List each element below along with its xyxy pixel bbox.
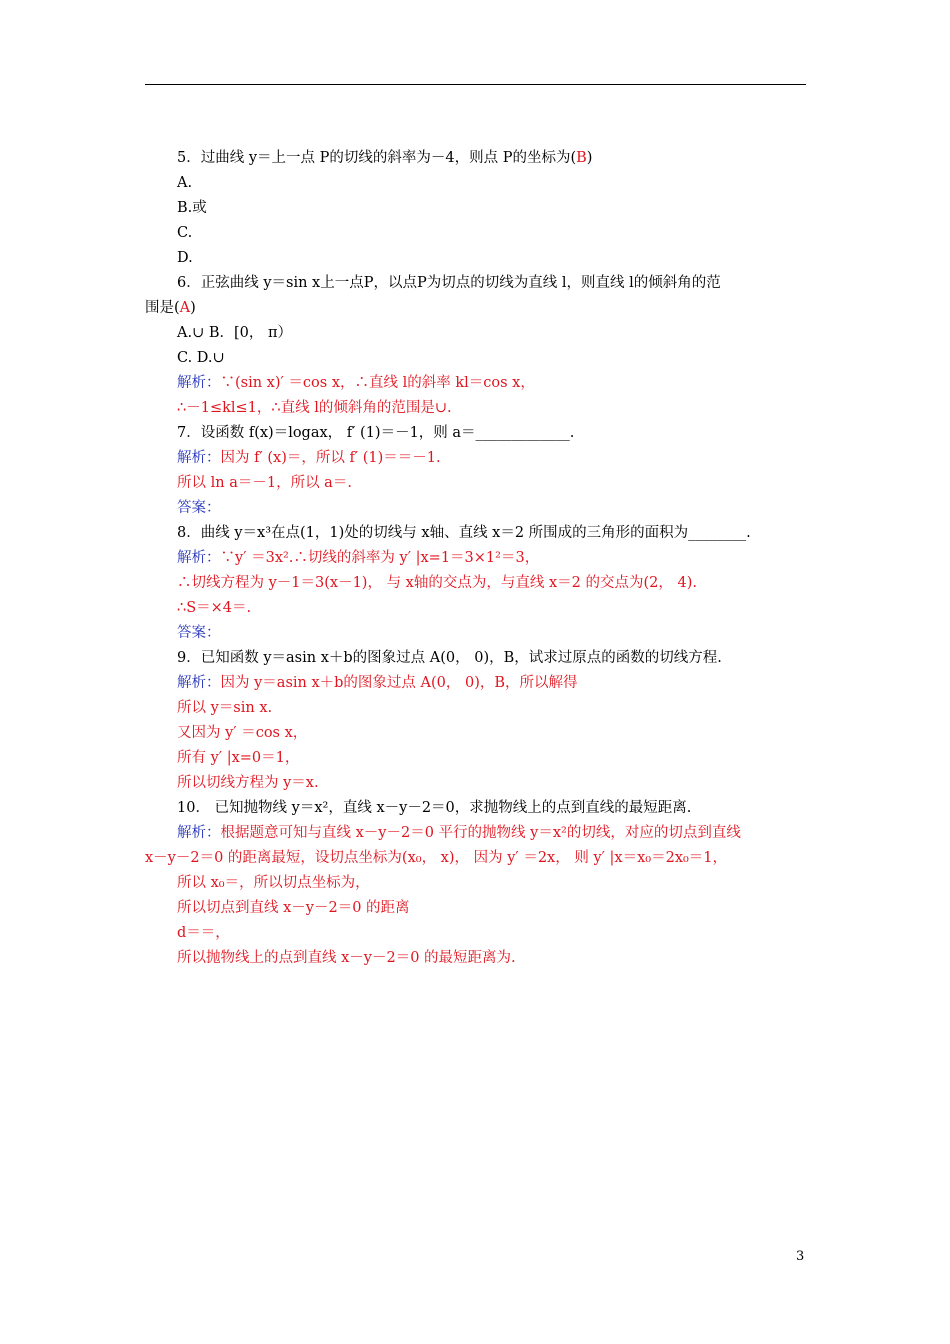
q6-solution-label: 解析： [177, 375, 221, 391]
q9-solution-label: 解析： [177, 675, 221, 691]
q6-options-line1: A.∪ B．[0， π） [177, 325, 293, 341]
q5-answer: B [576, 150, 587, 166]
q10-solution-line2: x－y－2＝0 的距离最短，设切点坐标为(x₀， x)， 因为 y′ ＝2x， 则 y′ |x＝x₀＝2x₀＝1， [145, 850, 728, 866]
q6-stem-line1: 6．正弦曲线 y＝sin x上一点P，以点P为切点的切线为直线 l，则直线 l的倾斜角的范 [177, 275, 721, 291]
q10-stem: 10． 已知抛物线 y＝x²，直线 x－y－2＝0，求抛物线上的点到直线的最短距离. [177, 800, 692, 816]
q9-solution-line5: 所以切线方程为 y＝x. [177, 775, 319, 791]
q8-solution-line2: ∴切线方程为 y－1＝3(x－1)， 与 x轴的交点为，与直线 x＝2 的交点为(2， 4). [177, 575, 697, 591]
q6-stem-line2: 围是(A) [145, 300, 196, 316]
q10-solution-line6: 所以抛物线上的点到直线 x－y－2＝0 的最短距离为. [177, 950, 516, 966]
q7-solution-line2: 所以 ln a＝－1，所以 a＝. [177, 475, 352, 491]
q8-answer-label: 答案： [177, 625, 221, 641]
q5-option-d: D. [177, 250, 193, 266]
q10-solution-label: 解析： [177, 825, 221, 841]
q9-solution-line2: 所以 y＝sin x. [177, 700, 273, 716]
q8-stem: 8．曲线 y＝x³在点(1，1)处的切线与 x轴、直线 x＝2 所围成的三角形的面积为________. [177, 525, 751, 541]
q9-solution-line3: 又因为 y′ ＝cos x， [177, 725, 308, 741]
q8-solution-line3: ∴S＝×4＝. [177, 600, 252, 616]
q10-solution-line1: 解析：根据题意可知与直线 x－y－2＝0 平行的抛物线 y＝x²的切线，对应的切点到直线 [177, 825, 741, 841]
q5-option-a: A. [177, 175, 193, 191]
page-number: 3 [796, 1249, 805, 1264]
q6-solution-line1: 解析：∵(sin x)′ ＝cos x，∴直线 l的斜率 kl＝cos x， [177, 375, 535, 391]
q6-answer: A [179, 300, 191, 316]
q8-solution-line1: 解析：∵y′ ＝3x².∴切线的斜率为 y′ |x=1＝3×1²＝3， [177, 550, 540, 566]
header-rule [145, 84, 806, 85]
q10-solution-line3: 所以 x₀＝，所以切点坐标为， [177, 875, 370, 891]
q5-option-c: C. [177, 225, 193, 241]
q7-solution-line1: 解析：因为 f′ (x)＝，所以 f′ (1)＝＝－1. [177, 450, 441, 466]
q7-answer-label: 答案： [177, 500, 221, 516]
q9-solution-line4: 所有 y′ |x=0＝1， [177, 750, 300, 766]
q5-option-b: B.或 [177, 200, 207, 216]
q9-solution-line1: 解析：因为 y＝asin x＋b的图象过点 A(0， 0)，B，所以解得 [177, 675, 578, 691]
q10-solution-line5: d＝＝， [177, 925, 230, 941]
q8-solution-label: 解析： [177, 550, 221, 566]
q6-solution-line2: ∴－1≤kl≤1，∴直线 l的倾斜角的范围是∪. [177, 400, 452, 416]
document-body [145, 146, 810, 971]
q5-stem: 5．过曲线 y＝上一点 P的切线的斜率为－4，则点 P的坐标为(B) [177, 150, 593, 166]
q6-options-line2: C. D.∪ [177, 350, 225, 366]
q7-solution-label: 解析： [177, 450, 221, 466]
q7-stem: 7．设函数 f(x)＝logax， f′ (1)＝－1，则 a＝_____________. [177, 425, 575, 441]
q10-solution-line4: 所以切点到直线 x－y－2＝0 的距离 [177, 900, 410, 916]
q9-stem: 9．已知函数 y＝asin x＋b的图象过点 A(0， 0)，B，试求过原点的函数的切线方程. [177, 650, 722, 666]
